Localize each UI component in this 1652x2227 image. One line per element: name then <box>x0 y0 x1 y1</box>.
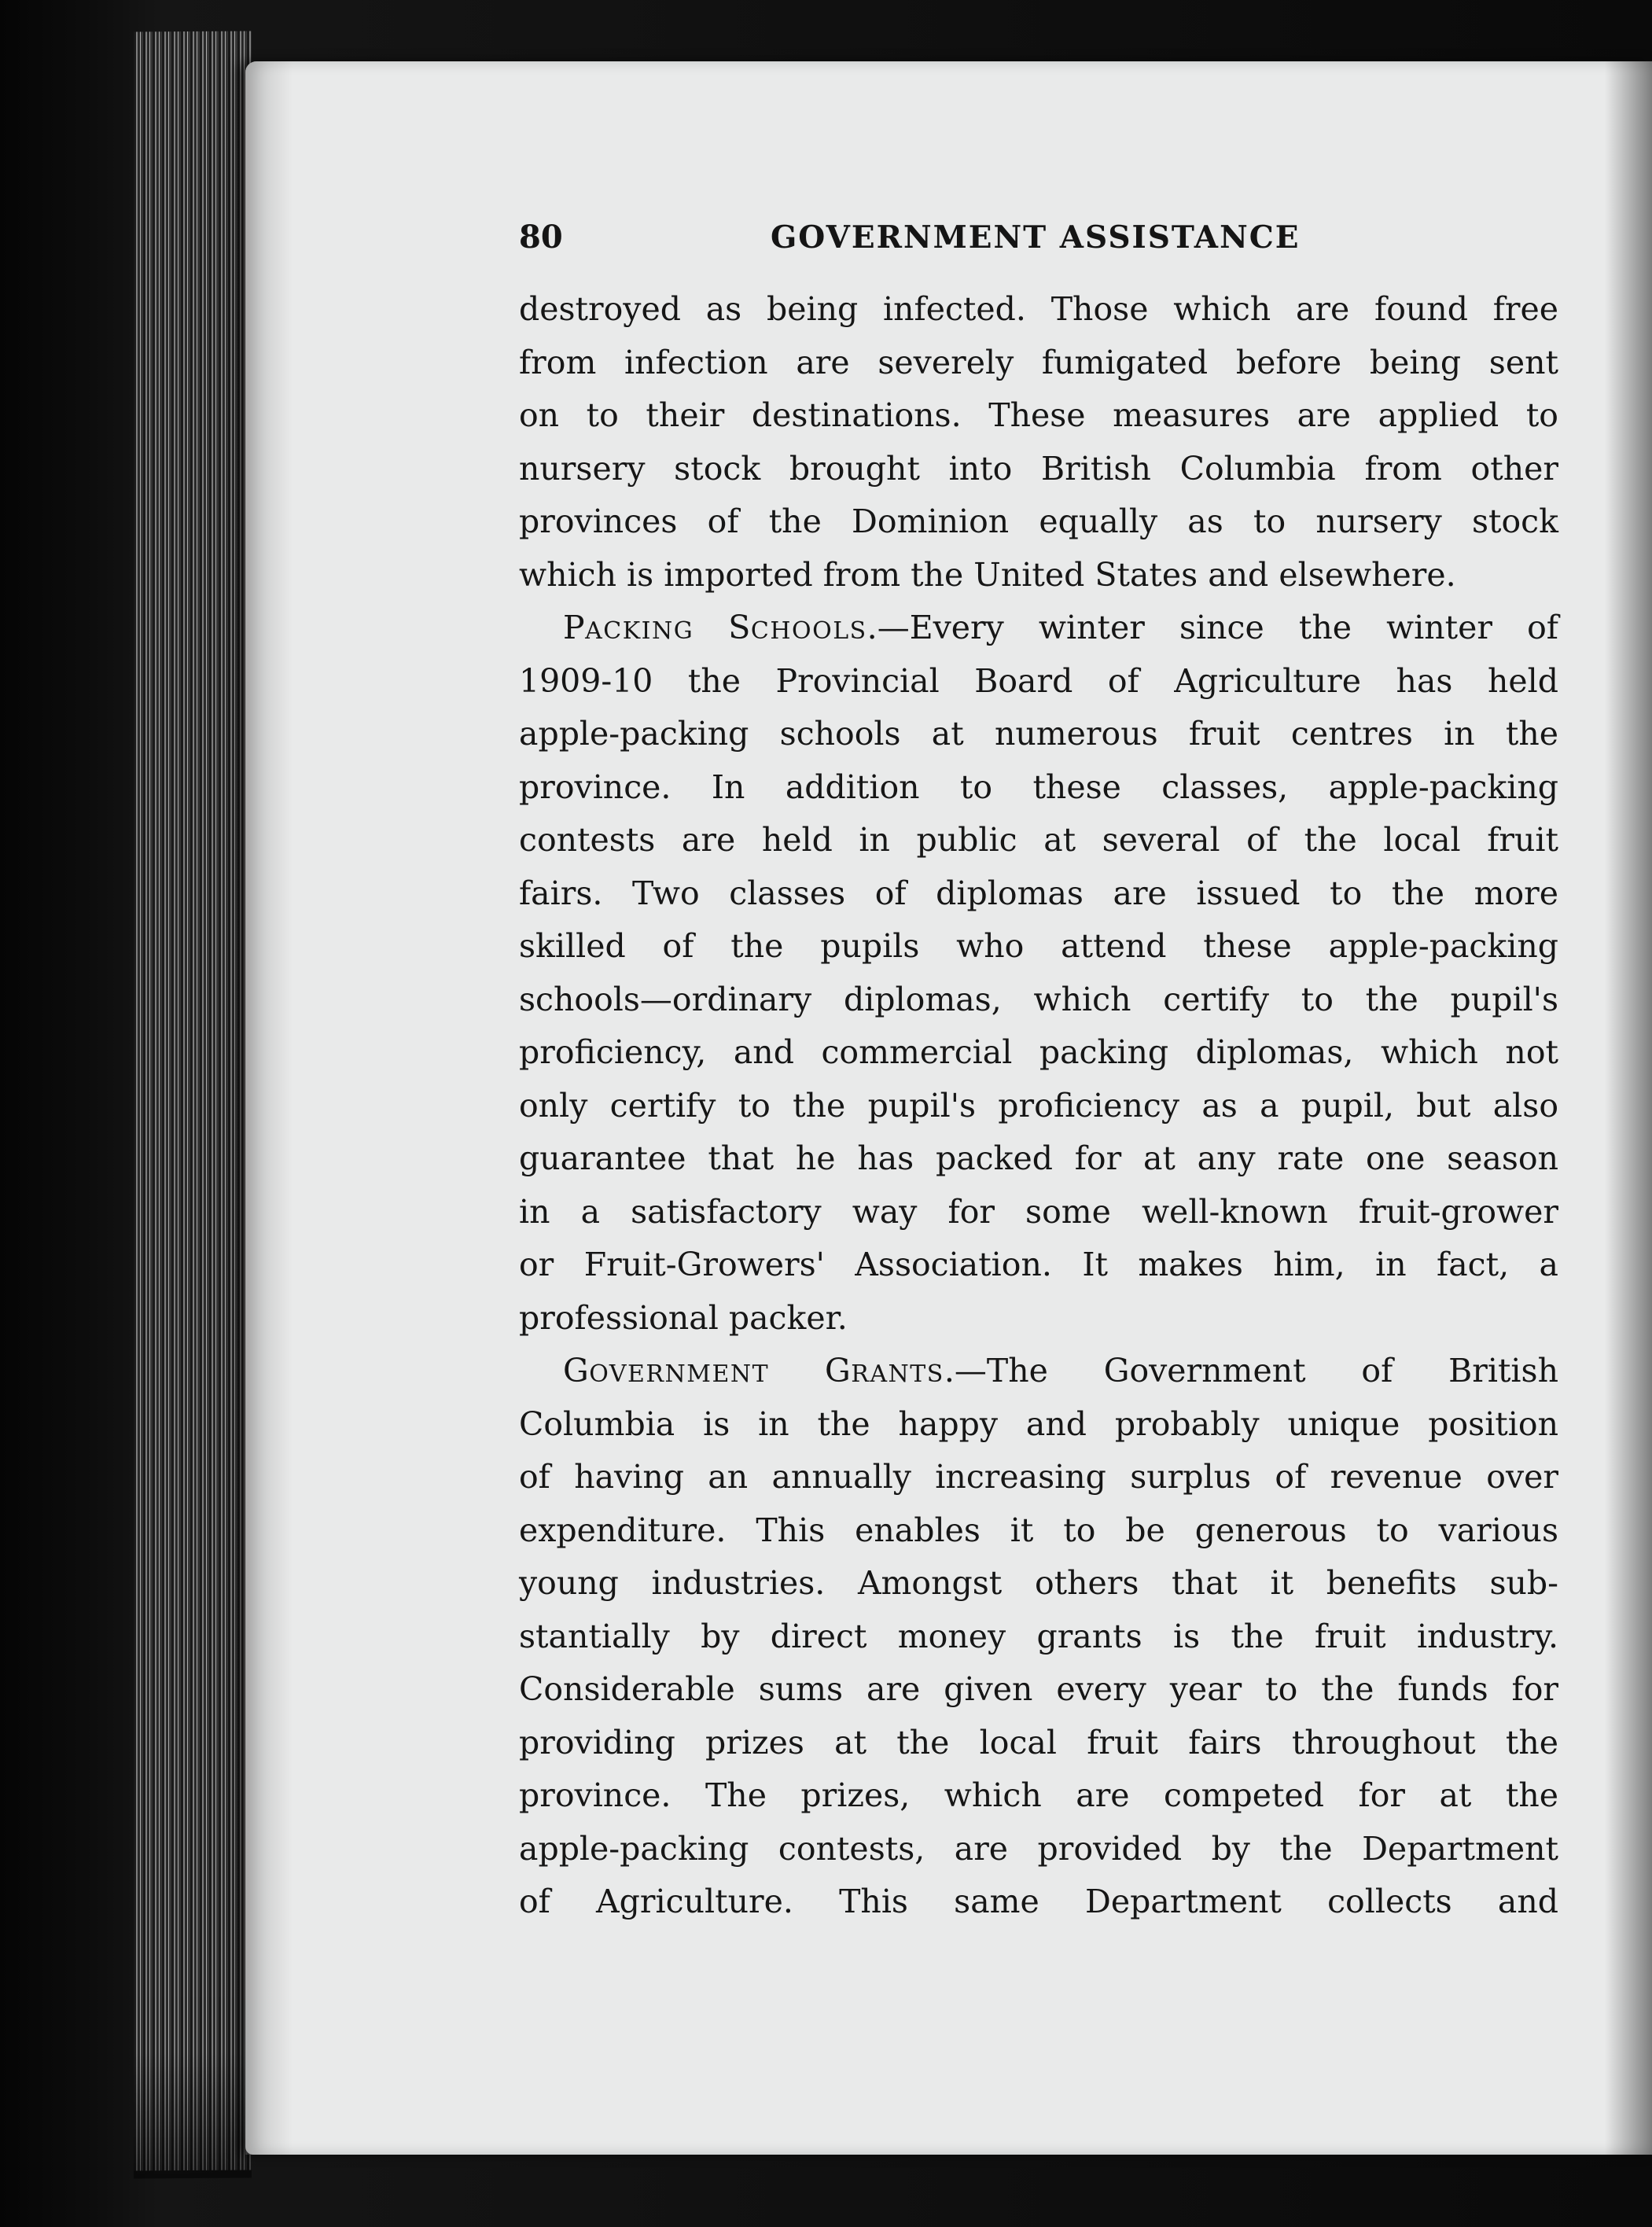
text-line: young industries. Amongst others that it benefits sub- <box>519 1564 1558 1602</box>
text-line: stantially by direct money grants is the fruit industry. <box>519 1617 1558 1655</box>
text-line: schools—ordinary diplomas, which certify to the pupil's <box>519 980 1558 1018</box>
section-first-line: GOVERNMENT GRANTS.—The Government of British <box>563 1352 1558 1390</box>
page-number: 80 <box>519 219 563 256</box>
text-line: Considerable sums are given every year to the funds for <box>519 1670 1558 1708</box>
text-line: expenditure. This enables it to be generous to various <box>519 1511 1558 1549</box>
section-first-line: PACKING SCHOOLS.—Every winter since the winter of <box>563 609 1558 646</box>
text-line: province. The prizes, which are competed for at the <box>519 1776 1558 1814</box>
text-line: from infection are severely fumigated before being sent <box>519 343 1558 381</box>
text-line: guarantee that he has packed for at any rate one season <box>519 1139 1558 1177</box>
text-line: skilled of the pupils who attend these apple-packing <box>519 927 1558 965</box>
text-line: which is imported from the United States and elsewhere. <box>519 555 1456 594</box>
page-binding-shadow <box>245 61 293 2155</box>
section-heading-government-grants: GOVERNMENT GRANTS <box>563 1352 944 1390</box>
text-line: destroyed as being infected. Those which are found free <box>519 290 1558 328</box>
page-header <box>519 214 1557 261</box>
text-line: provinces of the Dominion equally as to nursery stock <box>519 502 1558 540</box>
running-head: GOVERNMENT ASSISTANCE <box>771 219 1301 256</box>
text-line: of having an annually increasing surplus of revenue over <box>519 1458 1558 1496</box>
text-line: only certify to the pupil's proficiency as a pupil, but also <box>519 1086 1558 1125</box>
text-line: on to their destinations. These measures are applied to <box>519 396 1558 434</box>
text-line: providing prizes at the local fruit fairs throughout the <box>519 1723 1558 1761</box>
text-line: professional packer. <box>519 1298 848 1337</box>
text-line: of Agriculture. This same Department collects and <box>519 1883 1558 1920</box>
text-line: in a satisfactory way for some well-known fruit-grower <box>519 1192 1558 1231</box>
book-page-edges <box>134 31 252 2170</box>
text-line: proficiency, and commercial packing diplomas, which not <box>519 1033 1558 1071</box>
text-line: Columbia is in the happy and probably unique position <box>519 1404 1558 1443</box>
text-line: nursery stock brought into British Columbia from other <box>519 449 1558 488</box>
section-heading-packing-schools: PACKING SCHOOLS <box>563 609 867 646</box>
text-line: or Fruit-Growers' Association. It makes him, in fact, a <box>519 1246 1558 1283</box>
text-line: province. In addition to these classes, apple-packing <box>519 767 1558 806</box>
text-line: contests are held in public at several of the local fruit <box>519 821 1558 859</box>
text-line: apple-packing schools at numerous fruit centres in the <box>519 715 1558 753</box>
text-line: apple-packing contests, are provided by the Department <box>519 1829 1558 1868</box>
page-right-shadow <box>1605 61 1652 2155</box>
body-text <box>519 283 1558 1929</box>
text-line: fairs. Two classes of diplomas are issued to the more <box>519 874 1558 912</box>
text-line: 1909-10 the Provincial Board of Agriculture has held <box>519 661 1558 700</box>
